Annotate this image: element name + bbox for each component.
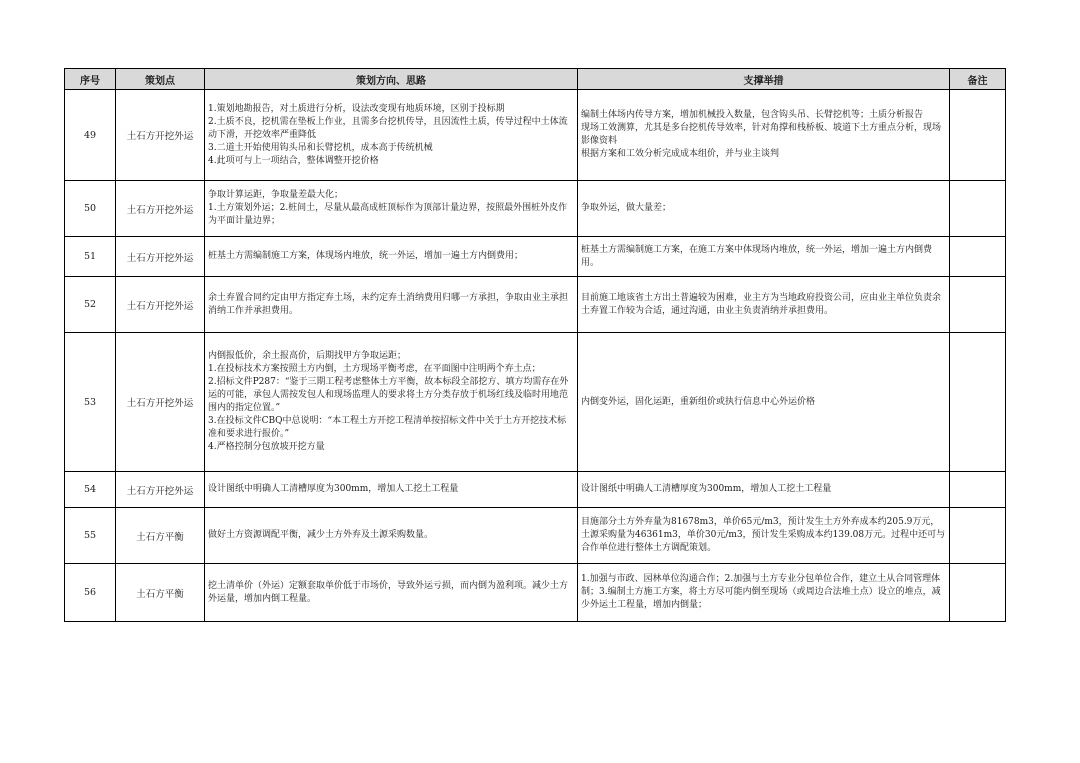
planning-table [64,68,1006,622]
row-direction: 内倒报低价，余土报高价，后期找甲方争取运距； 1.在投标技术方案按照土方内倒，土方现场平衡考虑，在平面图中注明两个弃土点； 2.招标文件P287：“鉴于三期工程考虑整体土方平衡，故本标段全部挖方、填方均需存在外运的可能，承包人需按发包人和现场监理人的要求将土方分类存放于机场红线及临时用地范围内的指定位置。” 3.在投标文件CBQ中总说明：“本工程土方开挖工程清单按招标文件中关于土方开挖技术标准和要求进行报价。” 4.严格控制分包放坡开挖方量 [205,333,578,472]
row-direction: 1.策划地勘报告，对土质进行分析，设法改变现有地质环境，区别于投标期 2.土质不良，挖机需在垫板上作业，且需多台挖机传导，且因流性土质，传导过程中土体流动下滑，开挖效率严重降低 3.二道土开始使用钩头吊和长臂挖机，成本高于传统机械 4.此项可与上一项结合，整体调整开挖价格 [205,90,578,181]
row-direction: 余土弃置合同约定由甲方指定弃土场，未约定弃土消纳费用归哪一方承担，争取由业主承担消纳工作并承担费用。 [205,277,578,333]
row-remark [950,237,1006,277]
row-remark [950,472,1006,508]
row-measures: 目前施工地该省土方出土普遍较为困难，业主方为当地政府投资公司，应由业主单位负责余土弃置工作较为合适，通过沟通，由业主负责消纳并承担费用。 [578,277,950,333]
header-point: 策划点 [116,69,205,90]
row-direction: 做好土方资源调配平衡，减少土方外弃及土源采购数量。 [205,508,578,564]
row-direction: 桩基土方需编制施工方案，体现场内堆放，统一外运，增加一遍土方内倒费用； [205,237,578,277]
row-point: 土石方开挖外运 [116,90,205,181]
row-measures: 目施部分土方外弃量为81678m3，单价65元/m3，预计发生土方外弃成本约205.9万元，土源采购量为46361m3，单价30元/m3，预计发生采购成本约139.08万元。过程中还可与合作单位进行整体土方调配策划。 [578,508,950,564]
row-number: 55 [65,508,116,564]
row-point: 土石方开挖外运 [116,181,205,237]
row-measures: 1.加强与市政、园林单位沟通合作；2.加强与土方专业分包单位合作，建立土从合同管理体制；3.编制土方施工方案，将土方尽可能内倒至现场（或周边合法堆土点）设立的堆点，减少外运土工程量，增加内倒量； [578,564,950,622]
row-remark [950,508,1006,564]
row-direction: 挖土清单价（外运）定额套取单价低于市场价，导致外运亏损，而内倒为盈利项。减少土方外运量，增加内倒工程量。 [205,564,578,622]
header-measures: 支撑举措 [578,69,950,90]
header-direction: 策划方向、思路 [205,69,578,90]
table-row [65,181,1006,237]
row-point: 土石方开挖外运 [116,237,205,277]
row-number: 52 [65,277,116,333]
table-row [65,564,1006,622]
row-number: 49 [65,90,116,181]
row-point: 土石方开挖外运 [116,472,205,508]
row-point: 土石方开挖外运 [116,277,205,333]
sheet [64,68,1005,622]
row-point: 土石方平衡 [116,564,205,622]
table-row [65,90,1006,181]
row-number: 51 [65,237,116,277]
row-remark [950,277,1006,333]
row-direction: 争取计算运距，争取量差最大化； 1.土方策划外运；2.桩间土，尽量从最高成桩顶标作为顶部计量边界，按照最外围桩外皮作为平面计量边界； [205,181,578,237]
row-number: 56 [65,564,116,622]
table-row [65,277,1006,333]
row-measures: 争取外运，做大量差； [578,181,950,237]
row-remark [950,333,1006,472]
row-number: 54 [65,472,116,508]
header-remark: 备注 [950,69,1006,90]
table-row [65,237,1006,277]
row-measures: 编制土体场内传导方案，增加机械投入数量，包含钩头吊、长臂挖机等；土质分析报告 现场工效测算，尤其是多台挖机传导效率，针对角撑和栈桥板、坡道下土方重点分析，现场影像资料 根据方案和工效分析完成成本组价，并与业主谈判 [578,90,950,181]
row-measures: 内倒变外运，固化运距，重新组价或执行信息中心外运价格 [578,333,950,472]
row-remark [950,181,1006,237]
header-no: 序号 [65,69,116,90]
table-row [65,472,1006,508]
row-number: 50 [65,181,116,237]
row-measures: 设计图纸中明确人工清槽厚度为300mm，增加人工挖土工程量 [578,472,950,508]
table-row [65,333,1006,472]
header-row [65,69,1006,90]
row-remark [950,564,1006,622]
table-row [65,508,1006,564]
row-number: 53 [65,333,116,472]
row-remark [950,90,1006,181]
row-direction: 设计图纸中明确人工清槽厚度为300mm，增加人工挖土工程量 [205,472,578,508]
row-point: 土石方开挖外运 [116,333,205,472]
row-measures: 桩基土方需编制施工方案，在施工方案中体现场内堆放，统一外运，增加一遍土方内倒费用。 [578,237,950,277]
row-point: 土石方平衡 [116,508,205,564]
